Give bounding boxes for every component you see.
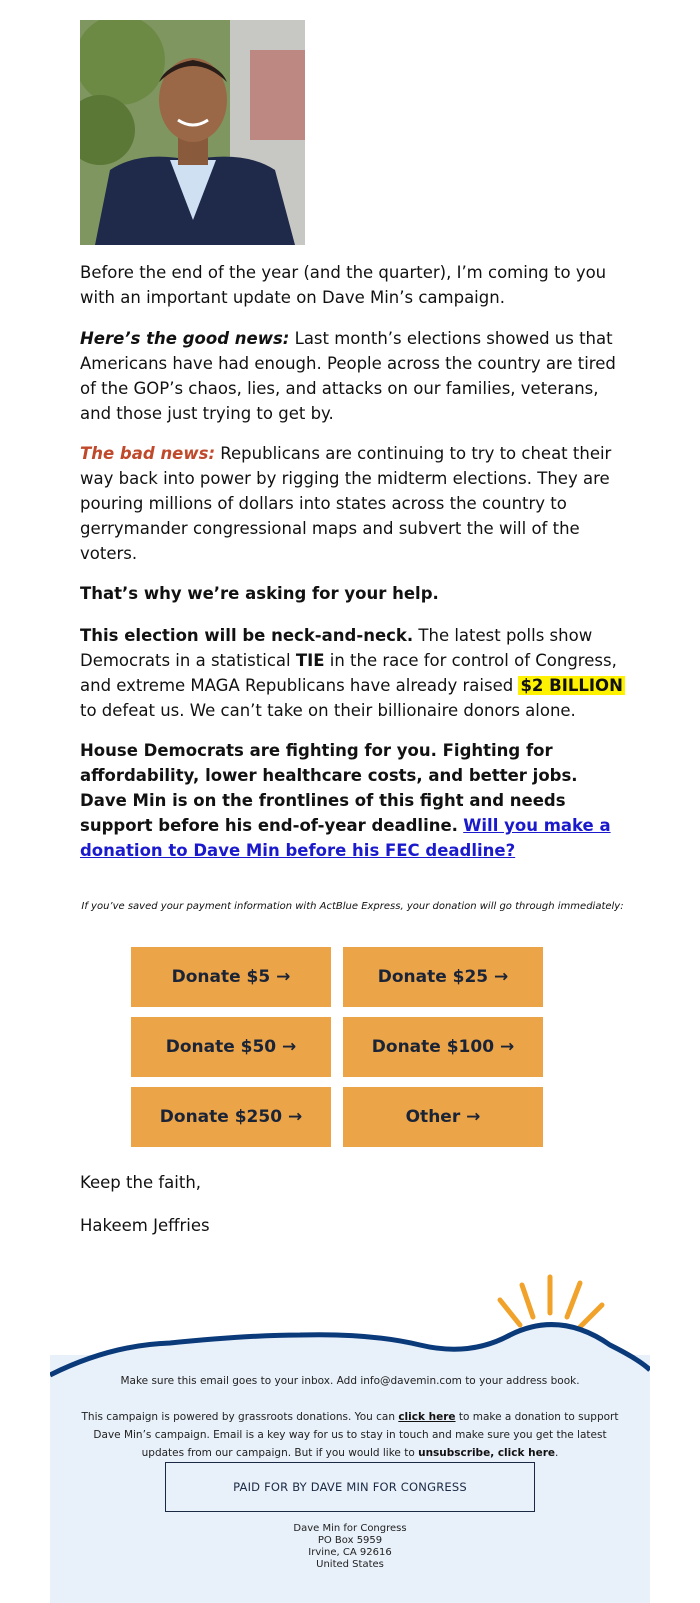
donate-50-button[interactable]: Donate $50 → [131, 1017, 331, 1077]
fighting-paragraph [80, 738, 625, 863]
donate-other-button[interactable]: Other → [343, 1087, 543, 1147]
powered-note [80, 1408, 620, 1462]
donation-link[interactable]: Will you make a donation to Dave Min before his FEC deadline? [80, 816, 611, 860]
donate-25-button[interactable]: Donate $25 → [343, 947, 543, 1007]
candidate-photo [80, 20, 305, 245]
donate-5-button[interactable]: Donate $5 → [131, 947, 331, 1007]
wave-sun-graphic [50, 1265, 650, 1385]
asking-paragraph [80, 581, 625, 606]
bad-news-paragraph [80, 441, 625, 566]
sun-rays-icon [500, 1277, 602, 1327]
fighting-bold: House Democrats are fighting for you. Fighting for affordability, lower healthcare costs, and better jobs. Dave Min is on the frontlines of this fight and needs support before his end-of-year deadline. [80, 741, 578, 835]
asking-text: That’s why we’re asking for your help. [80, 584, 439, 603]
click-here-link[interactable]: click here [398, 1411, 456, 1423]
good-news-text: Last month’s elections showed us that Americans have had enough. People across the country are tired of the GOP’s chaos, lies, and attacks on our families, veterans, and those just trying to get by. [80, 329, 616, 423]
address-line: Irvine, CA 92616 [308, 1547, 392, 1558]
good-news-label: Here’s the good news: [80, 329, 290, 348]
address-line: United States [316, 1559, 384, 1570]
paid-for-box: PAID FOR BY DAVE MIN FOR CONGRESS [165, 1462, 535, 1512]
mailing-address [80, 1523, 620, 1571]
neck-bold: This election will be neck-and-neck. [80, 626, 414, 645]
inbox-note: Make sure this email goes to your inbox. Add info@davemin.com to your address book. [120, 1375, 580, 1387]
powered-text-2: to make a donation to support Dave Min’s campaign. Email is a key way for us to stay in touch and make sure you get the latest updates from our campaign. But if you would like to [93, 1411, 619, 1459]
signature-text: Hakeem Jeffries [80, 1216, 210, 1235]
bad-news-text: Republicans are continuing to try to cheat their way back into power by rigging the midterm elections. They are pouring millions of dollars into states across the country to gerrymander congressional maps and subvert the will of the voters. [80, 444, 612, 563]
neck-text-1: The latest polls show Democrats in a statistical [80, 626, 593, 670]
bad-news-label: The bad news: [80, 444, 216, 463]
donate-100-button[interactable]: Donate $100 → [343, 1017, 543, 1077]
intro-text: Before the end of the year (and the quarter), I’m coming to you with an important update on Dave Min’s campaign. [80, 263, 607, 307]
neck-text-3: to defeat us. We can’t take on their billionaire donors alone. [80, 701, 576, 720]
powered-text-3: . [555, 1447, 559, 1459]
closing [80, 1170, 625, 1195]
signature [80, 1213, 625, 1238]
actblue-note: If you’ve saved your payment information with ActBlue Express, your donation will go through immediately: [81, 901, 624, 912]
unsubscribe-link[interactable]: unsubscribe, click here [418, 1447, 556, 1459]
address-line: Dave Min for Congress [293, 1523, 407, 1534]
neck-paragraph [80, 623, 625, 723]
tie-text: TIE [295, 651, 325, 670]
donate-250-button[interactable]: Donate $250 → [131, 1087, 331, 1147]
billion-highlight: $2 BILLION [520, 676, 623, 695]
neck-text-2: in the race for control of Congress, and extreme MAGA Republicans have already raised [80, 651, 617, 695]
closing-text: Keep the faith, [80, 1173, 202, 1192]
good-news-paragraph [80, 326, 625, 426]
address-line: PO Box 5959 [317, 1535, 383, 1546]
intro-paragraph [80, 260, 625, 310]
powered-text-1: This campaign is powered by grassroots donations. You can [81, 1411, 399, 1423]
